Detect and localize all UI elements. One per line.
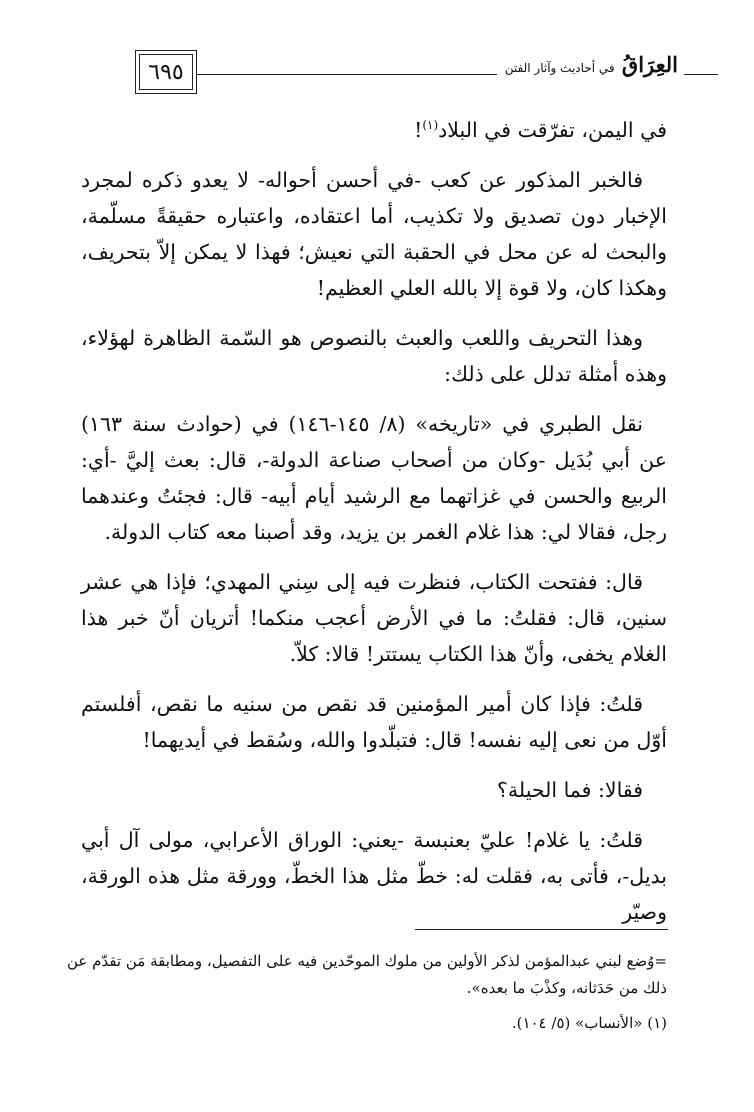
paragraph-3: وهذا التحريف واللعب والعبث بالنصوص هو السّمة الظاهرة لهؤلاء، وهذه أمثلة تدلل على ذلك: [81,326,667,386]
paragraph-4: نقل الطبري في «تاريخه» (٨/ ١٤٥-١٤٦) في (حوادث سنة ١٦٣) عن أبي بُدَيل -وكان من أصحاب صناعة الدولة-، قال: بعث إليَّ -أي: الربيع والحسن في غزاتهما مع الرشيد أيام أبيه- قال: فجئتُ وعندهما رجل، فقالا لي: هذا غلام الغمر بن يزيد، وقد أصبنا معه كتاب الدولة. [81,412,667,544]
running-title [497,50,684,83]
paragraph-5: قال: ففتحت الكتاب، فنظرت فيه إلى سِني المهدي؛ فإذا هي عشر سنين، قال: فقلتُ: ما في الأرض أعجب منكما! أتريان أنّ خبر هذا الغلام يخفى، وأنّ هذا الكتاب يستتر! قالا: كلاّ. [81,570,667,666]
footnotes [67,948,667,1045]
footnote-ref-1: (١) [422,118,439,133]
footnote-continuation: =وُضع لبني عبدالمؤمن لذكر الأولين من ملوك الموحّدين فيه على التفصيل، ومطابقة مَن تقدّم عن ذلك من حَدَثانه، وكذْبَ ما بعده». [67,952,667,997]
paragraph-8: قلتُ: يا غلام! عليّ بعنبسة -يعني: الوراق الأعرابي، مولى آل أبي بديل-، فأتى به، فقلت له: خطّ مثل هذا الخطّ، وورقة مثل هذه الورقة، وصيّر [81,828,667,924]
page-number-box [135,50,197,94]
paragraph-7: فقالا: فما الحيلة؟ [497,778,643,802]
paragraph-2: فالخبر المذكور عن كعب -في أحسن أحواله- لا يعدو ذكره لمجرد الإخبار دون تصديق ولا تكذيب، أما اعتقاده، واعتباره حقيقةً مسلّمة، والبحث له عن محل في الحقبة التي نعيش؛ فهذا لا يمكن إلاّ بتحريف، وهكذا كان، ولا قوة إلا بالله العلي العظيم! [81,168,667,300]
paragraph-1: في اليمن، تفرّقت في البلاد$^{(١)}$! [414,118,667,142]
page-number: ٦٩٥ [148,59,184,85]
running-title-main: العِرَاقُ [621,52,678,77]
paragraph-6: قلتُ: فإذا كان أمير المؤمنين قد نقص من سنيه ما نقص، أفلستم أوّل من نعى إليه نفسه! قال: فتبلّدوا والله، وسُقط في أيديهما! [81,692,667,752]
footnote-divider [415,929,668,930]
main-text [81,112,667,944]
footnote-1: (١) «الأنساب» (٥/ ١٠٤). [511,1014,667,1032]
running-title-subtitle: في أحاديث وآثار الفتن [504,61,615,75]
